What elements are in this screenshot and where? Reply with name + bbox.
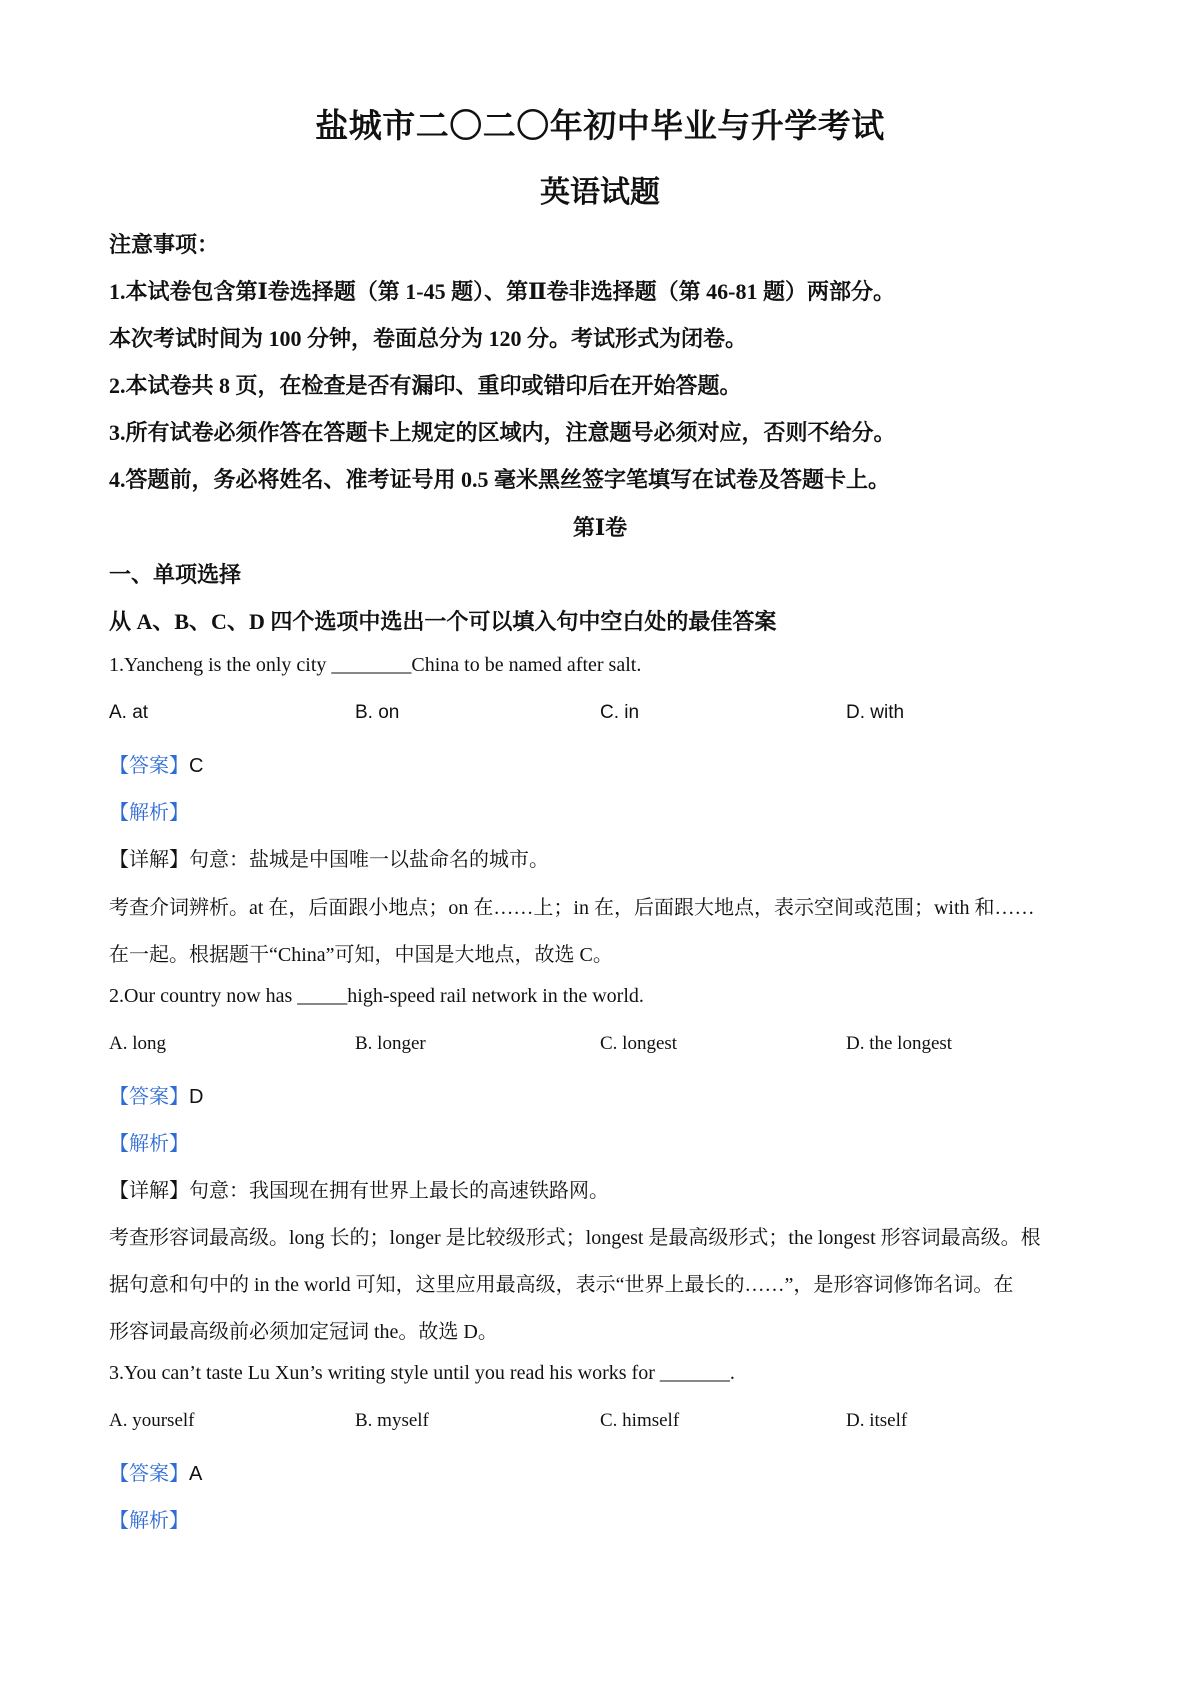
exam-title: 盐城市二〇二〇年初中毕业与升学考试 bbox=[315, 109, 885, 145]
answer-value: C bbox=[189, 755, 204, 777]
question-2-detail: 【详解】句意：我国现在拥有世界上最长的高速铁路网。 bbox=[109, 1180, 609, 1202]
question-2-option-a: A. long bbox=[109, 1033, 166, 1054]
question-1-explain-2: 在一起。根据题干“China”可知，中国是大地点，故选 C。 bbox=[109, 944, 613, 966]
question-2-stem: 2.Our country now has _____high-speed rail network in the world. bbox=[109, 985, 644, 1007]
notice-line-2: 本次考试时间为 100 分钟，卷面总分为 120 分。考试形式为闭卷。 bbox=[109, 326, 748, 351]
question-1-analysis-label: 【解析】 bbox=[109, 802, 189, 824]
question-1-option-a: A. at bbox=[109, 702, 149, 723]
section-instruction: 从 A、B、C、D 四个选项中选出一个可以填入句中空白处的最佳答案 bbox=[109, 609, 777, 634]
question-2-option-c: C. longest bbox=[600, 1033, 678, 1054]
question-1-answer bbox=[109, 749, 203, 778]
answer-label: 【答案】 bbox=[109, 1086, 189, 1108]
question-3-answer bbox=[109, 1457, 202, 1486]
question-3-analysis-label: 【解析】 bbox=[109, 1510, 189, 1532]
question-1-stem: 1.Yancheng is the only city ________China to be named after salt. bbox=[109, 654, 642, 676]
answer-value: A bbox=[189, 1463, 203, 1485]
question-3-option-c: C. himself bbox=[600, 1410, 680, 1431]
question-3-stem: 3.You can’t taste Lu Xun’s writing style until you read his works for _______. bbox=[109, 1362, 735, 1384]
answer-label: 【答案】 bbox=[109, 1463, 189, 1485]
question-3-option-d: D. itself bbox=[846, 1410, 908, 1431]
notice-line-1: 1.本试卷包含第Ⅰ卷选择题（第 1-45 题）、第Ⅱ卷非选择题（第 46-81 题）两部分。 bbox=[109, 279, 895, 304]
notice-line-4: 3.所有试卷必须作答在答题卡上规定的区域内，注意题号必须对应，否则不给分。 bbox=[109, 420, 896, 445]
question-3-option-a: A. yourself bbox=[109, 1410, 195, 1431]
question-2-option-d: D. the longest bbox=[846, 1033, 953, 1054]
notice-heading: 注意事项： bbox=[109, 232, 220, 257]
question-1-option-c: C. in bbox=[600, 702, 640, 723]
question-1-option-b: B. on bbox=[355, 702, 400, 723]
volume-heading: 第Ⅰ卷 bbox=[572, 515, 628, 540]
answer-value: D bbox=[189, 1086, 204, 1108]
notice-line-3: 2.本试卷共 8 页，在检查是否有漏印、重印或错印后在开始答题。 bbox=[109, 373, 742, 398]
question-1-explain-1: 考查介词辨析。at 在，后面跟小地点；on 在……上；in 在，后面跟大地点，表示空间或范围；with 和…… bbox=[109, 897, 1035, 919]
question-2-analysis-label: 【解析】 bbox=[109, 1133, 189, 1155]
question-2-explain-1: 考查形容词最高级。long 长的；longer 是比较级形式；longest 是最高级形式；the longest 形容词最高级。根 bbox=[109, 1227, 1041, 1249]
question-3-option-b: B. myself bbox=[355, 1410, 429, 1431]
question-2-option-b: B. longer bbox=[355, 1033, 426, 1054]
exam-subtitle: 英语试题 bbox=[540, 176, 660, 209]
question-1-detail: 【详解】句意：盐城是中国唯一以盐命名的城市。 bbox=[109, 849, 549, 871]
notice-line-5: 4.答题前，务必将姓名、准考证号用 0.5 毫米黑丝签字笔填写在试卷及答题卡上。 bbox=[109, 467, 891, 492]
question-1-option-d: D. with bbox=[846, 702, 905, 723]
question-2-explain-2: 据句意和句中的 in the world 可知，这里应用最高级，表示“世界上最长的……”，是形容词修饰名词。在 bbox=[109, 1274, 1014, 1296]
answer-label: 【答案】 bbox=[109, 755, 189, 777]
question-2-explain-3: 形容词最高级前必须加定冠词 the。故选 D。 bbox=[109, 1321, 498, 1343]
section-heading: 一、单项选择 bbox=[109, 562, 242, 587]
question-2-answer bbox=[109, 1080, 203, 1109]
